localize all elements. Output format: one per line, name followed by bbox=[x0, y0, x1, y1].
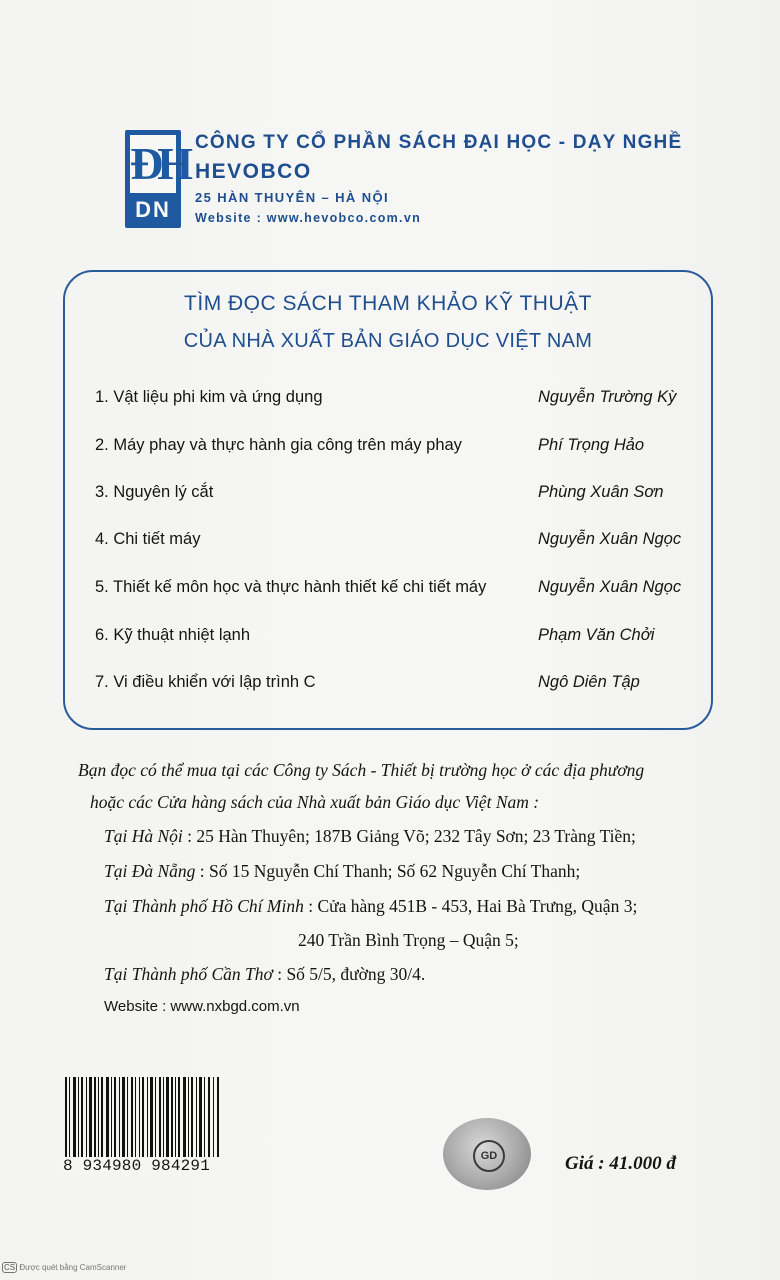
book-author: Nguyễn Trường Kỳ bbox=[538, 388, 677, 406]
store-danang bbox=[104, 861, 580, 882]
store-hcm bbox=[104, 896, 637, 917]
hologram-seal bbox=[443, 1118, 531, 1190]
store-hanoi bbox=[104, 826, 636, 847]
book-author: Ngô Diên Tập bbox=[538, 673, 640, 691]
book-author: Nguyễn Xuân Ngọc bbox=[538, 578, 682, 596]
store-hcm-label: Tại Thành phố Hồ Chí Minh bbox=[104, 896, 304, 916]
store-danang-label: Tại Đà Nẵng bbox=[104, 861, 196, 881]
store-intro-line1: Bạn đọc có thể mua tại các Công ty Sách - Thiết bị trường học ở các địa phương bbox=[78, 760, 645, 780]
book-item bbox=[95, 673, 695, 699]
company-brand: HEVOBCO bbox=[195, 160, 312, 183]
book-title: 1. Vật liệu phi kim và ứng dụng bbox=[95, 388, 323, 406]
store-cantho bbox=[104, 964, 425, 985]
logo-letters-bottom: DN bbox=[135, 197, 171, 222]
book-title: 4. Chi tiết máy bbox=[95, 530, 201, 548]
book-title: 6. Kỹ thuật nhiệt lạnh bbox=[95, 626, 251, 644]
book-title: 3. Nguyên lý cắt bbox=[95, 483, 214, 501]
barcode-number: 8 934980 984291 bbox=[63, 1157, 223, 1175]
store-danang-text: : Số 15 Nguyễn Chí Thanh; Số 62 Nguyễn Chí Thanh; bbox=[199, 861, 581, 881]
book-author: Phùng Xuân Sơn bbox=[538, 483, 664, 501]
book-title: 2. Máy phay và thực hành gia công trên máy phay bbox=[95, 436, 462, 454]
scanner-watermark bbox=[2, 1262, 126, 1273]
book-author: Nguyễn Xuân Ngọc bbox=[538, 530, 682, 548]
box-heading: TÌM ĐỌC SÁCH THAM KHẢO KỸ THUẬT bbox=[184, 292, 592, 315]
recommended-books-box bbox=[63, 270, 713, 730]
box-subheading: CỦA NHÀ XUẤT BẢN GIÁO DỤC VIỆT NAM bbox=[183, 330, 593, 352]
publisher-logo bbox=[125, 130, 187, 228]
book-author: Phí Trọng Hảo bbox=[538, 436, 645, 454]
book-item bbox=[95, 530, 695, 556]
seal-emblem: GD bbox=[473, 1140, 505, 1172]
store-hcm-line2: 240 Trần Bình Trọng – Quận 5; bbox=[298, 930, 519, 950]
book-item bbox=[95, 578, 695, 604]
price: Giá : 41.000 đ bbox=[565, 1153, 676, 1174]
book-title: 7. Vi điều khiển với lập trình C bbox=[95, 673, 316, 691]
store-hanoi-text: : 25 Hàn Thuyên; 187B Giảng Võ; 232 Tây Sơn; 23 Tràng Tiền; bbox=[187, 826, 636, 846]
scanner-badge: CS bbox=[4, 1263, 16, 1272]
publisher-info bbox=[195, 132, 682, 225]
store-website: Website : www.nxbgd.com.vn bbox=[104, 998, 300, 1015]
company-address: 25 HÀN THUYÊN – HÀ NỘI bbox=[195, 190, 390, 205]
book-item bbox=[95, 436, 695, 462]
book-item bbox=[95, 388, 695, 414]
book-item bbox=[95, 626, 695, 652]
book-title: 5. Thiết kế môn học và thực hành thiết kế chi tiết máy bbox=[95, 578, 487, 596]
company-website: Website : www.hevobco.com.vn bbox=[195, 211, 422, 225]
store-hanoi-label: Tại Hà Nội bbox=[104, 826, 183, 846]
store-cantho-label: Tại Thành phố Cần Thơ bbox=[104, 964, 273, 984]
store-intro-line2: hoặc các Cửa hàng sách của Nhà xuất bản Giáo dục Việt Nam : bbox=[90, 792, 540, 812]
company-name: CÔNG TY CỔ PHẦN SÁCH ĐẠI HỌC - DẠY NGHỀ bbox=[195, 132, 683, 153]
barcode bbox=[63, 1075, 223, 1175]
book-author: Phạm Văn Chởi bbox=[538, 626, 655, 644]
store-hcm-text: : Cửa hàng 451B - 453, Hai Bà Trưng, Quận 3; bbox=[308, 896, 638, 916]
logo-letters-top: ĐH bbox=[130, 135, 176, 193]
store-cantho-text: : Số 5/5, đường 30/4. bbox=[277, 964, 426, 984]
book-item bbox=[95, 483, 695, 509]
scanner-text: Được quét bằng CamScanner bbox=[19, 1263, 127, 1272]
